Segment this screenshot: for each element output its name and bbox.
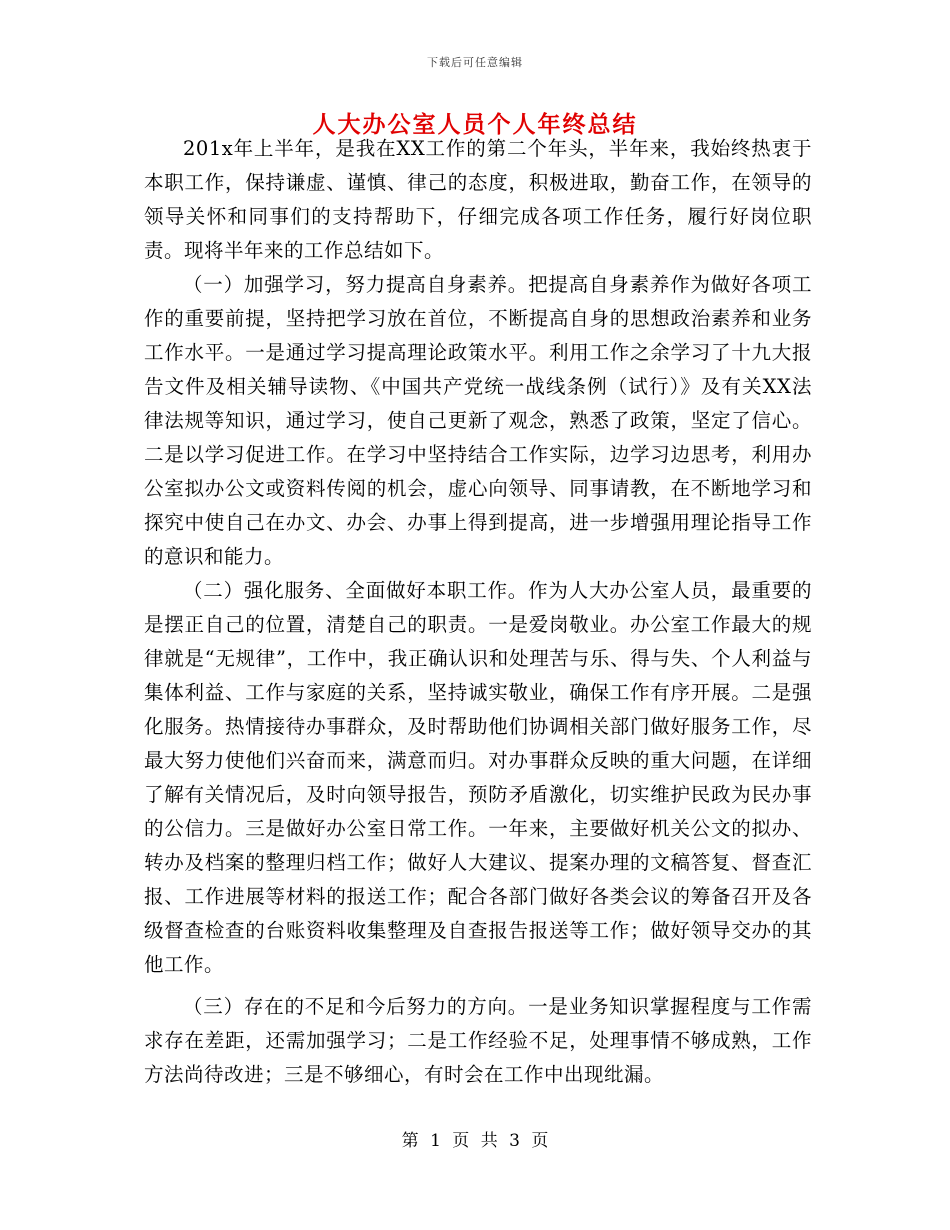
- paragraph-intro: 201x年上半年，是我在XX工作的第二个年头，半年来，我始终热衷于本职工作，保持谦虚、谨慎、律己的态度，积极进取，勤奋工作，在领导的领导关怀和同事们的支持帮助下，仔细完成各项工作任务，履行好岗位职责。现将半年来的工作总结如下。: [144, 137, 812, 262]
- paragraph-section-1: （一）加强学习，努力提高自身素养。把提高自身素养作为做好各项工作的重要前提，坚持把学习放在首位，不断提高自身的思想政治素养和业务工作水平。一是通过学习提高理论政策水平。利用工作之余学习了十九大报告文件及相关辅导读物、《中国共产党统一战线条例（试行）》及有关XX法律法规等知识，通过学习，使自己更新了观念，熟悉了政策，坚定了信心。二是以学习促进工作。在学习中坚持结合工作实际，边学习边思考，利用办公室拟办公文或资料传阅的机会，虚心向领导、同事请教，在不断地学习和探究中使自己在办文、办会、办事上得到提高，进一步增强用理论指导工作的意识和能力。: [144, 273, 812, 568]
- document-body: [144, 132, 812, 1092]
- page-indicator: 第 1 页 共 3 页: [401, 1131, 549, 1151]
- document-title: 人大办公室人员个人年终总结: [312, 111, 638, 138]
- paragraph-section-3: （三）存在的不足和今后努力的方向。一是业务知识掌握程度与工作需求存在差距，还需加强学习；二是工作经验不足，处理事情不够成熟，工作方法尚待改进；三是不够细心，有时会在工作中出现纰漏。: [144, 995, 812, 1086]
- download-note: 下载后可任意编辑: [427, 56, 523, 69]
- paragraph-section-2: （二）强化服务、全面做好本职工作。作为人大办公室人员，最重要的是摆正自己的位置，清楚自己的职责。一是爱岗敬业。办公室工作最大的规律就是“无规律”，工作中，我正确认识和处理苦与乐、得与失、个人利益与集体利益、工作与家庭的关系，坚持诚实敬业，确保工作有序开展。二是强化服务。热情接待办事群众，及时帮助他们协调相关部门做好服务工作，尽最大努力使他们兴奋而来，满意而归。对办事群众反映的重大问题，在详细了解有关情况后，及时向领导报告，预防矛盾激化，切实维护民政为民办事的公信力。三是做好办公室日常工作。一年来，主要做好机关公文的拟办、转办及档案的整理归档工作；做好人大建议、提案办理的文稿答复、督查汇报、工作进展等材料的报送工作；配合各部门做好各类会议的筹备召开及各级督查检查的台账资料收集整理及自查报告报送等工作；做好领导交办的其他工作。: [144, 579, 812, 976]
